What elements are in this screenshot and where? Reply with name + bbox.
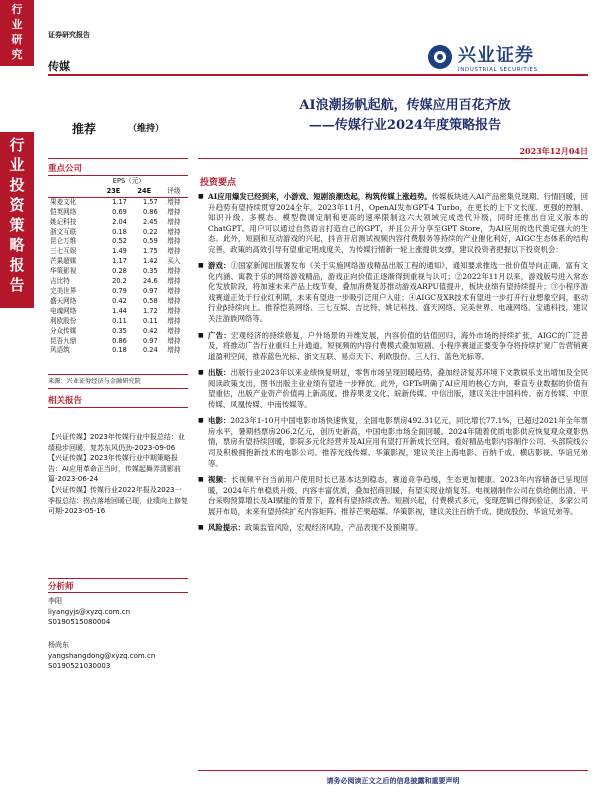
point-lead: 电影：: [208, 416, 231, 426]
company-name: 盛天网络: [50, 296, 77, 305]
investment-point: [198, 475, 588, 517]
company-rating: 增持: [167, 277, 181, 286]
eps-24e: 0.59: [142, 237, 158, 246]
key-companies-table-wrap: [48, 177, 188, 356]
banner-char: 告: [9, 276, 25, 294]
company-row: [48, 228, 188, 238]
company-rating: 增持: [167, 207, 181, 216]
point-lead: 视频：: [208, 475, 232, 485]
company-name: 分众传媒: [50, 326, 77, 335]
research-type-vertical-banner: [0, 0, 34, 66]
eps-24e: 0.97: [142, 336, 158, 345]
eps-23e: 1.44: [112, 306, 127, 315]
report-title-line1: AI浪潮扬帆起航，传媒应用百花齐放: [299, 98, 511, 113]
date-divider: [198, 158, 588, 159]
report-date: 2023年12月04日: [519, 146, 588, 156]
eps-24e: 24.6: [142, 277, 158, 286]
company-rating: 增持: [167, 306, 181, 315]
company-row: [48, 346, 188, 356]
company-row: [48, 197, 188, 207]
company-rating: 增持: [167, 237, 181, 246]
eps-23e: 0.69: [112, 207, 127, 216]
point-lead: 游戏：: [208, 261, 231, 271]
investment-point: [198, 192, 588, 255]
point-lead: AI应用爆发已经到来，小游戏、短剧浪潮迭起，构筑传媒上涨趋势。: [208, 192, 432, 201]
company-name: 浙文互联: [50, 227, 77, 236]
footer-divider: [198, 770, 588, 771]
investment-points-heading: 投资要点: [200, 178, 237, 188]
analyst-name: 杨尚东: [48, 641, 69, 649]
point-text: 政策监管风险，宏观经济风险，产品表现不及预期等。: [244, 523, 423, 533]
key-companies-heading: 重点公司: [48, 164, 83, 174]
point-text: ①国家新闻出版署发布《关于实施网络游戏精品出版工程的通知》，通知要求推选一批价值导向正确、富有文化内涵、寓教于乐的网络游戏精品，游戏正向价值正逐渐得到重视与认可；②2022年11月以来，游戏版号进入常态化发放阶段，将加速未来产品上线节奏，叠加消费复苏推动游戏ARPU值提升，板块业绩有望持续提升；③小程序游戏赛道正处于行业红利期，未来有望进一步吸引泛用户入驻；④AIGC及XR技术有望进一步打开行业想象空间，驱动行业β持续向上。推荐恺英网络、三七互娱、吉比特、姚记科技、盛天网络、完美世界、电魂网络、宝通科技，建议关注游族网络等。: [208, 261, 588, 324]
company-name: 姚记科技: [50, 217, 77, 226]
eps-24e: 1.72: [142, 306, 158, 315]
company-row: [48, 267, 188, 277]
analyst-cert: S0190521030003: [48, 662, 111, 670]
analysts-top-divider: [48, 578, 188, 579]
investment-points-body: [198, 192, 588, 540]
eps-24e: 0.42: [142, 326, 158, 335]
investment-point: [198, 523, 588, 534]
report-type-label: 证券研究报告: [48, 31, 90, 39]
logo-text-cn: 兴业证券: [458, 45, 534, 66]
banner-char: 业: [11, 18, 23, 31]
point-text: 宏观经济的持续修复，户外场景的升维发展，内容价值的估值回归，海外市场的持续扩张，AIGC的广泛普及，将推动广告行业重归上升通道。短视频的内容付费模式叠加短剧、小程序赛道正要变争夺将持续扩宽广告营销赛道盈利空间，推荐蓝色光标、浙文互联、易点天下、利欧股份、三人行、蓝色光标等。: [208, 330, 588, 361]
company-rating: 增持: [167, 326, 181, 335]
company-name: 吉比特: [50, 277, 70, 286]
sector-label: 传媒: [48, 60, 70, 73]
analysts-heading-divider: [48, 592, 188, 593]
investment-point: [198, 368, 588, 410]
eps-23e: 0.42: [112, 296, 127, 305]
company-rating: 增持: [167, 267, 181, 276]
point-lead: 出版：: [208, 368, 231, 378]
eps-24e: 1.57: [142, 197, 158, 206]
company-row: [48, 277, 188, 287]
company-name: 完美世界: [50, 286, 77, 295]
company-name: 利欧股份: [50, 316, 77, 325]
header-divider: [48, 74, 588, 76]
banner-char: 研: [11, 33, 23, 46]
company-name: 昆吾九鼎: [50, 336, 77, 345]
banner-char: 策: [9, 216, 25, 234]
eps-23e: 20.2: [112, 277, 127, 286]
footer-disclaimer: 请务必阅读正文之后的信息披露和重要声明: [326, 777, 460, 785]
point-text: 2023年1-10月中国电影市场快速恢复，全国电影票房492.31亿元，同比增长77.1%，已超过2021年全年票房水平，暑期档票房206.2亿元，创历史新高，中国电影市场全面回暖。2024年随着优质电影供应恢复观众观影热情，票房有望持续回暖，影院多元化经营并及AI应用有望打开新成长空间，看好精品电影内容制作公司、头部院线公司及积极拥抱新技术的电影公司。推荐光线传媒、华策影视，建议关注上海电影、百纳千成、横店影视、华谊兄弟等。: [208, 416, 588, 468]
companies-top-divider: [48, 158, 188, 159]
related-report-item[interactable]: 【兴证传媒】传媒行业2022年报及2023一季报总结：拐点落地回暖已现，业绩向上修复可期-2023-05-16: [48, 485, 188, 516]
analyst-cert: S0190515080004: [48, 618, 111, 626]
company-rating: 增持: [167, 197, 181, 206]
company-rating: 增持: [167, 217, 181, 226]
eps-23e: 2.04: [112, 217, 127, 226]
banner-char: 投: [9, 176, 25, 194]
banner-char: 资: [9, 196, 25, 214]
eps-24e: 1.75: [142, 247, 158, 256]
company-row: [48, 208, 188, 218]
company-logo: [428, 42, 588, 72]
banner-char: 行: [9, 136, 25, 154]
eps-23e: 0.18: [112, 346, 127, 355]
eps-23e: 0.52: [112, 237, 127, 246]
eps-header: EPS（元）: [112, 177, 145, 185]
col-24e: 24E: [137, 186, 152, 195]
investment-point: [198, 261, 588, 324]
company-rating: 买入: [167, 257, 181, 266]
company-row: [48, 317, 188, 327]
rating-label: 推荐: [72, 122, 97, 136]
related-report-item[interactable]: 【兴证传媒】2023年传媒行业中期策略报告：AI应用革命正当时，传媒起舞弄清影前篇-2023-06-24: [48, 454, 181, 484]
company-name: 芒果超媒: [50, 257, 77, 266]
companies-source: 来源：兴业证券经济与金融研究院: [48, 374, 188, 385]
company-name: 恺英网络: [50, 207, 77, 216]
point-lead: 风险提示：: [208, 523, 245, 533]
analyst-1: [48, 596, 130, 628]
analyst-name: 李阳: [48, 597, 62, 605]
eps-23e: 0.79: [112, 286, 127, 295]
eps-24e: 0.86: [142, 207, 158, 216]
point-text: 长视频平台当前用户使用时长已基本达到稳态，赛道竞争趋缓，生态更加健康。2023年内容储备已呈现回暖，2024年片单稳质升级、内容丰富优质，叠加招商回暖，有望实现业绩复苏。电视剧制作公司在供给侧出清、平台采购预算增长及AI赋能的背景下，盈利有望持续改善。短剧兴起，付费模式多元，变现逻辑已得到验证，多家公司展开布局，未来有望持续扩充内容矩阵。推荐芒果超媒、华策影视，建议关注百纳千成、捷成股份、华谊兄弟等。: [208, 475, 588, 516]
eps-23e: 0.11: [112, 316, 127, 325]
company-rating: 增持: [167, 346, 181, 355]
company-rating: 增持: [167, 336, 181, 345]
key-companies-table: [48, 177, 188, 356]
eps-24e: 0.97: [142, 286, 158, 295]
point-text: 出版行业2023年以来业绩恢复明显，零售市场呈现回暖趋势，叠加经济复苏环境下文教娱乐支出增加及全民阅读政策支出，图书出版主业业绩有望进一步释放。此外，GPTs明确了AI应用的核心方向，垂直专业数据的价值有望重估，出版产业资产价值再上新高度。推荐果麦文化、皖新传媒、中信出版，建议关注中国科传、南方传媒、中原传媒、凤凰传媒、中南传媒等。: [208, 368, 588, 409]
col-rating: 评级: [167, 186, 181, 195]
company-row: [48, 247, 188, 257]
companies-heading-divider: [48, 175, 188, 176]
company-name: 电魂网络: [50, 306, 77, 315]
company-rating: 增持: [167, 296, 181, 305]
related-reports-list: [48, 432, 188, 517]
point-text: 传媒板块进入AI产品密集兑现期、行情回暖，回升趋势有望持续贯穿2024全年。2023年11月，OpenAI发布GPT-4 Turbo，在更长的上下文长度、更强的控制、知识升级、多模态、模型微调定制和更高的速率限制这六大领域完成迭代升级，同时还推出自定义版本的ChatGPT。用户可以通过自然语言打造自己的GPT，并且公开分享至GPT Store，为AI应用的迭代奠定强大的生态。此外，短剧和互动游戏的兴起，抖音开启测试视频内容付费服务等持续的产业催化利好，AIGC生态体系的结构完善，政策的高效引导有望重定明成度关，为传媒行情新一轮上涨提供支撑，建议投资者把握以下投资机会：: [208, 192, 588, 254]
related-reports-heading: 相关报告: [48, 396, 83, 406]
logo-mark-icon: [428, 45, 452, 69]
eps-23e: 0.86: [112, 336, 127, 345]
logo-text-en: INDUSTRIAL SECURITIES: [458, 67, 538, 73]
eps-24e: 1.42: [142, 257, 158, 266]
eps-24e: 2.45: [142, 217, 158, 226]
eps-24e: 0.11: [142, 316, 158, 325]
banner-char: 究: [11, 48, 23, 61]
rating-change: （维持）: [128, 124, 165, 134]
related-report-item[interactable]: 【兴证传媒】2023年传媒行业中报总结：业绩稳步回暖，复苏东风仍劲-2023-09-06: [48, 433, 185, 452]
col-23e: 23E: [106, 186, 121, 195]
company-rating: 增持: [167, 316, 181, 325]
report-category-vertical-banner: [0, 132, 34, 308]
company-rating: 增持: [167, 247, 181, 256]
eps-23e: 0.28: [112, 267, 127, 276]
company-name: 华策影视: [50, 267, 77, 276]
banner-char: 行: [11, 3, 23, 16]
eps-23e: 0.18: [112, 227, 127, 236]
banner-char: 报: [9, 256, 25, 274]
eps-23e: 1.17: [112, 257, 127, 266]
company-row: [48, 297, 188, 307]
company-name: 风语筑: [50, 346, 70, 355]
report-title-line2: ——传媒行业2024年度策略报告: [308, 118, 502, 133]
eps-24e: 0.58: [142, 296, 158, 305]
eps-23e: 1.17: [112, 197, 127, 206]
related-top-divider: [48, 388, 188, 389]
analyst-email[interactable]: yangshangdong@xyzq.com.cn: [48, 651, 156, 660]
investment-point: [198, 331, 588, 363]
company-rating: 增持: [167, 286, 181, 295]
analyst-2: [48, 640, 155, 672]
company-row: [48, 327, 188, 337]
banner-char: 业: [9, 156, 25, 174]
analysts-heading: 分析师: [48, 582, 74, 592]
company-rating: 增持: [167, 227, 181, 236]
company-row: [48, 237, 188, 247]
eps-23e: 0.35: [112, 326, 127, 335]
company-row: [48, 257, 188, 267]
company-name: 果麦文化: [50, 197, 77, 206]
eps-24e: 0.24: [142, 346, 158, 355]
analyst-email[interactable]: liyangyjs@xyzq.com.cn: [48, 607, 131, 616]
banner-char: 略: [9, 236, 25, 254]
eps-23e: 1.49: [112, 247, 127, 256]
company-row: [48, 218, 188, 228]
investment-point: [198, 416, 588, 469]
eps-24e: 0.35: [142, 267, 158, 276]
related-heading-divider: [48, 407, 188, 408]
point-lead: 广告：: [208, 330, 231, 340]
company-name: 昆仑万维: [50, 237, 77, 246]
company-row: [48, 287, 188, 297]
eps-24e: 0.22: [142, 227, 158, 236]
company-name: 三七互娱: [50, 247, 77, 256]
company-row: [48, 337, 188, 347]
company-row: [48, 307, 188, 317]
